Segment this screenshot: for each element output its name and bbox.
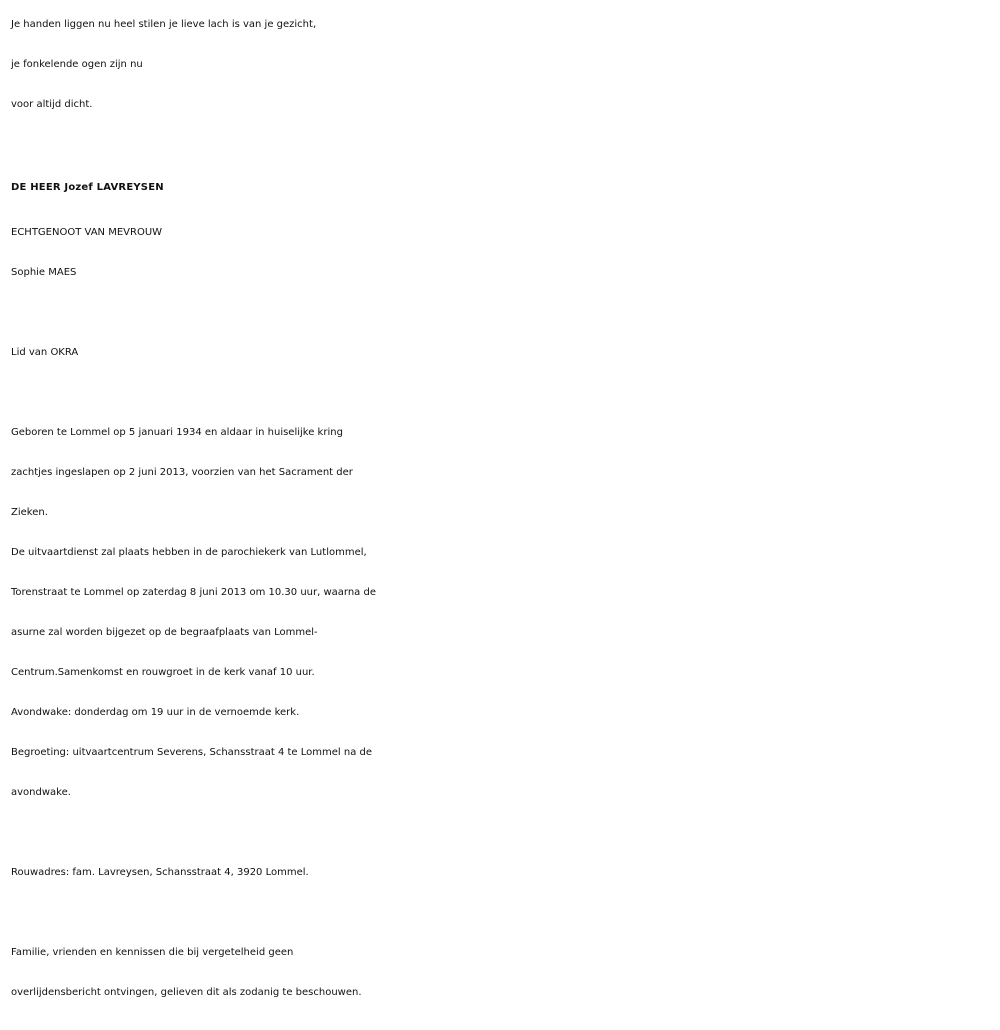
spacer [11, 813, 996, 853]
body-line: Torenstraat te Lommel op zaterdag 8 juni 2013 om 10.30 uur, waarna de [11, 587, 376, 598]
body-line: Avondwake: donderdag om 19 uur in de vernoemde kerk. [11, 707, 300, 718]
spacer [11, 373, 996, 413]
spacer [11, 125, 996, 144]
body-line: De uitvaartdienst zal plaats hebben in de parochiekerk van Lutlommel, [11, 547, 367, 558]
spacer [11, 293, 996, 333]
poem-line: voor altijd dicht. [11, 99, 93, 110]
spouse-line: ECHTGENOOT VAN MEVROUW [11, 227, 163, 238]
poem-line: je fonkelende ogen zijn nu [11, 59, 143, 70]
body-line: avondwake. [11, 787, 71, 798]
body-line: zachtjes ingeslapen op 2 juni 2013, voorzien van het Sacrament der [11, 467, 353, 478]
poem-line: Je handen liggen nu heel stilen je lieve lach is van je gezicht, [11, 19, 317, 30]
obituary-notice [11, 5, 996, 1013]
deceased-name: DE HEER Jozef LAVREYSEN [11, 182, 164, 193]
spacer [11, 144, 996, 163]
body-line: Centrum.Samenkomst en rouwgroet in de kerk vanaf 10 uur. [11, 667, 315, 678]
closing-line: Familie, vrienden en kennissen die bij vergetelheid geen [11, 947, 294, 958]
spacer [11, 893, 996, 933]
body-text [11, 413, 996, 813]
closing-text [11, 933, 996, 1013]
body-line: Geboren te Lommel op 5 januari 1934 en aldaar in huiselijke kring [11, 427, 343, 438]
closing-line: overlijdensbericht ontvingen, gelieven dit als zodanig te beschouwen. [11, 987, 362, 998]
mourning-address: Rouwadres: fam. Lavreysen, Schansstraat 4, 3920 Lommel. [11, 867, 309, 878]
membership: Lid van OKRA [11, 347, 79, 358]
body-line: asurne zal worden bijgezet op de begraafplaats van Lommel- [11, 627, 318, 638]
body-line: Begroeting: uitvaartcentrum Severens, Schansstraat 4 te Lommel na de [11, 747, 372, 758]
poem [11, 5, 996, 125]
body-line: Zieken. [11, 507, 48, 518]
spouse-info [11, 213, 996, 293]
spouse-line: Sophie MAES [11, 267, 77, 278]
